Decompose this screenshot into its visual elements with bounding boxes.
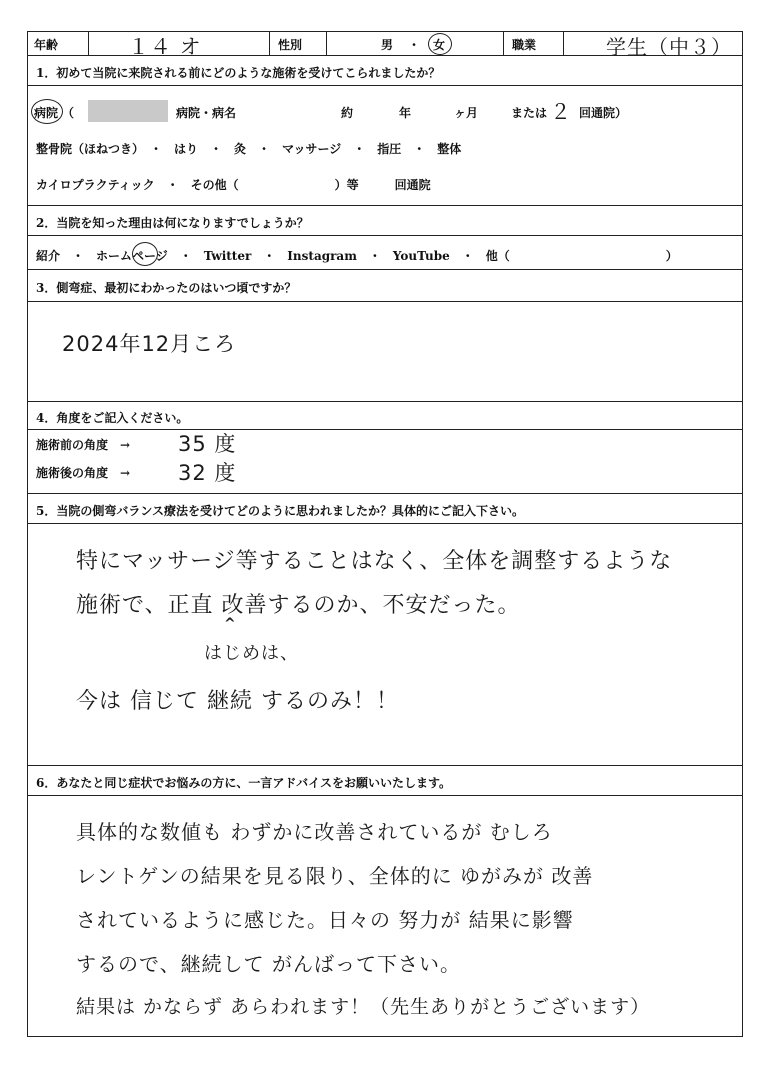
age-label: 年齢	[34, 38, 59, 52]
q6-line2: レントゲンの結果を見る限り、全体的に ゆがみが 改善	[76, 864, 594, 888]
q3-answer-area	[28, 302, 742, 402]
gender-label: 性別	[278, 38, 303, 52]
q5-answer-area	[28, 524, 742, 766]
q6-line5: 結果は かならず あらわれます！（先生ありがとうございます）	[76, 996, 651, 1018]
q1-question-row	[28, 56, 742, 86]
gender-male: 男	[381, 38, 394, 52]
redacted-hospital-name	[88, 100, 168, 122]
q6-question: 6．あなたと同じ症状でお悩みの方に、一言アドバイスをお願いいたします。	[36, 776, 452, 790]
q6-line4: するので、継続して がんばって下さい。	[76, 952, 461, 976]
q5-question-row	[28, 494, 742, 524]
q6-line3: されているように感じた。日々の 努力が 結果に影響	[76, 908, 574, 932]
survey-form	[27, 31, 743, 1037]
selection-circle	[31, 99, 63, 124]
q1-question: 1．初めて当院に来院される前にどのような施術を受けてこられましたか？	[36, 66, 441, 80]
angle-before-label: 施術前の角度 →	[36, 438, 131, 452]
header-row	[28, 32, 742, 59]
caret-mark: ^	[224, 616, 237, 632]
q2-answer-row	[28, 236, 742, 270]
q4-question: 4．角度をご記入ください。	[36, 411, 189, 425]
q6-question-row	[28, 766, 742, 796]
q5-insert: はじめは、	[204, 643, 299, 664]
q4-question-row	[28, 402, 742, 430]
q1-options-line2: 整骨院（ほねつき） ・ はり ・ 灸 ・ マッサージ ・ 指圧 ・ 整体	[36, 142, 462, 156]
age-value: １４ オ	[128, 35, 202, 59]
angle-after-label: 施術後の角度 →	[36, 466, 131, 480]
visits-value: ２	[550, 100, 572, 124]
q2-question: 2．当院を知った理由は何になりますでしょうか？	[36, 216, 309, 230]
year-label: 年	[399, 106, 412, 120]
selection-circle	[132, 242, 158, 266]
job-value: 学生（中３）	[606, 35, 732, 59]
job-label: 職業	[512, 38, 537, 52]
hospital-label: 病院	[34, 106, 59, 120]
divider	[88, 32, 89, 55]
q1-answer-area	[28, 86, 742, 206]
q5-line3: 今は 信じて 継続 するのみ！！	[76, 689, 399, 714]
q6-line1: 具体的な数値も わずかに改善されているが むしろ	[76, 820, 553, 844]
or-label: または	[511, 106, 548, 120]
q3-answer: 2024年12月ころ	[62, 332, 237, 356]
q5-line1: 特にマッサージ等することはなく、全体を調整するような	[76, 549, 673, 574]
q2-options: 紹介 ・ ホームページ ・ Twitter ・ Instagram ・ YouTube ・ 他（ ）	[36, 249, 678, 263]
q2-question-row	[28, 206, 742, 236]
months-label: ヶ月	[454, 106, 479, 120]
q5-question: 5．当院の側弯バランス療法を受けてどのように思われましたか？具体的にご記入下さい。	[36, 504, 524, 518]
q1-options-line3: カイロプラクティック ・ その他（ ）等 回通院	[36, 178, 431, 192]
approx-label: 約	[341, 106, 354, 120]
divider	[326, 32, 327, 55]
angle-after-value: 32 度	[178, 461, 237, 485]
visits-label: 回通院）	[579, 106, 628, 120]
hospital-name-label: 病院・病名	[176, 106, 237, 120]
selection-circle	[428, 33, 452, 55]
q3-question-row	[28, 270, 742, 302]
divider	[269, 32, 270, 55]
gender-dot: ・	[408, 38, 421, 52]
angle-before-value: 35 度	[178, 432, 237, 456]
paren-open: （	[62, 106, 75, 120]
q6-answer-area	[28, 796, 742, 1036]
divider	[563, 32, 564, 55]
q5-line2: 施術で、正直 改善するのか、不安だった。	[76, 593, 521, 618]
divider	[503, 32, 504, 55]
q3-question: 3．側弯症、最初にわかったのはいつ頃ですか？	[36, 281, 297, 295]
q4-answer-area	[28, 430, 742, 494]
gender-female: 女	[433, 38, 446, 52]
